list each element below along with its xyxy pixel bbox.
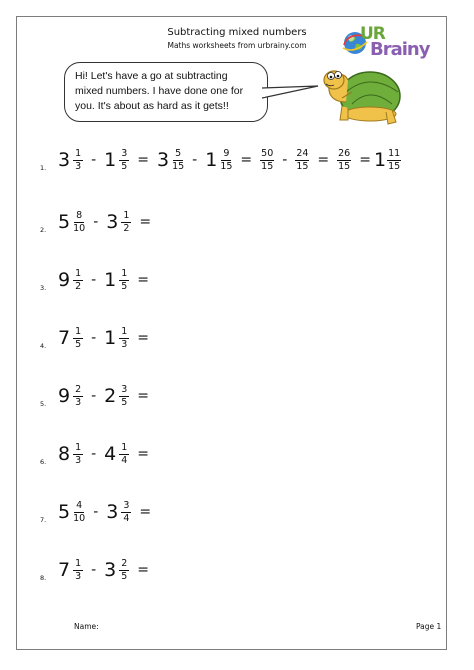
- mixed-number: [58, 385, 83, 408]
- denominator: 10: [73, 512, 86, 524]
- question-7: [40, 492, 159, 532]
- mixed-number: [104, 149, 129, 172]
- equals-sign: =: [137, 446, 149, 462]
- page-title: Subtracting mixed numbers: [167, 27, 307, 38]
- denominator: 3: [75, 570, 82, 582]
- numerator: 1: [121, 441, 128, 453]
- numerator: 24: [296, 147, 309, 159]
- whole-part: 9: [58, 385, 71, 407]
- minus-sign: -: [282, 152, 288, 168]
- mixed-number: [374, 149, 401, 172]
- mixed-number: [104, 327, 129, 350]
- question-number: 8.: [40, 574, 47, 582]
- fraction: [260, 149, 274, 172]
- page-number: Page 1: [416, 622, 442, 631]
- minus-sign: -: [91, 272, 97, 288]
- denominator: 5: [121, 280, 128, 292]
- whole-part: 1: [104, 149, 117, 171]
- fraction: [220, 149, 232, 172]
- equals-sign: =: [139, 504, 152, 520]
- denominator: 10: [73, 222, 86, 234]
- fraction: [119, 269, 129, 292]
- numerator: 1: [123, 209, 130, 221]
- fraction: [337, 149, 351, 172]
- denominator: 3: [75, 396, 82, 408]
- equals-sign: =: [137, 388, 149, 404]
- whole-part: 7: [58, 327, 71, 349]
- mixed-number: [58, 501, 85, 524]
- numerator: 2: [121, 557, 128, 569]
- numerator: 5: [175, 147, 182, 159]
- denominator: 15: [261, 160, 274, 172]
- question-5: [40, 376, 157, 416]
- fraction: [119, 559, 129, 582]
- logo-brainy-text: Brainy: [370, 39, 430, 60]
- question-number: 5.: [40, 400, 47, 408]
- question-number: 7.: [40, 516, 47, 524]
- whole-part: 2: [104, 385, 117, 407]
- fraction: [119, 327, 129, 350]
- speech-line-2: mixed numbers. I have done one for: [75, 85, 244, 97]
- denominator: 3: [75, 160, 82, 172]
- question-6: [40, 434, 157, 474]
- speech-line-3: you. It's about as hard as it gets!!: [75, 100, 229, 112]
- numerator: 4: [76, 499, 83, 511]
- fraction: [119, 385, 129, 408]
- turtle-icon: [312, 58, 408, 130]
- question-number: 3.: [40, 284, 47, 292]
- whole-part: 4: [104, 443, 117, 465]
- numerator: 1: [75, 441, 82, 453]
- fraction: [119, 443, 129, 466]
- question-1: [40, 140, 401, 180]
- minus-sign: -: [93, 504, 99, 520]
- mixed-number: [106, 211, 131, 234]
- numerator: 11: [388, 147, 401, 159]
- mixed-number: [58, 559, 83, 582]
- question-3: [40, 260, 157, 300]
- speech-bubble: [64, 62, 268, 122]
- fraction: [295, 149, 309, 172]
- equals-sign: =: [137, 330, 149, 346]
- whole-part: 3: [104, 559, 117, 581]
- page-subtitle: Maths worksheets from urbrainy.com: [167, 41, 307, 50]
- numerator: 3: [121, 383, 128, 395]
- denominator: 2: [123, 222, 130, 234]
- question-number: 1.: [40, 164, 47, 172]
- whole-part: 5: [58, 501, 71, 523]
- question-4: [40, 318, 157, 358]
- denominator: 15: [172, 160, 185, 172]
- equals-sign: =: [137, 152, 149, 168]
- fraction: [73, 149, 83, 172]
- whole-part: 3: [106, 211, 119, 233]
- equals-sign: =: [240, 152, 253, 168]
- fraction: [73, 559, 83, 582]
- minus-sign: -: [91, 152, 97, 168]
- question-2: [40, 202, 159, 242]
- fraction: [121, 501, 131, 524]
- whole-part: 1: [205, 149, 218, 171]
- numerator: 3: [121, 147, 128, 159]
- equals-sign: =: [359, 152, 371, 168]
- equals-sign: =: [317, 152, 330, 168]
- mixed-number: [58, 443, 83, 466]
- denominator: 4: [123, 512, 130, 524]
- numerator: 1: [75, 325, 82, 337]
- whole-part: 5: [58, 211, 71, 233]
- speech-line-1: Hi! Let's have a go at subtracting: [75, 70, 228, 82]
- fraction: [73, 501, 85, 524]
- numerator: 9: [223, 147, 230, 159]
- fraction: [121, 211, 131, 234]
- denominator: 5: [75, 338, 82, 350]
- denominator: 4: [121, 454, 128, 466]
- whole-part: 9: [58, 269, 71, 291]
- logo-ur-text: UR: [360, 24, 385, 44]
- minus-sign: -: [91, 446, 97, 462]
- denominator: 15: [388, 160, 401, 172]
- whole-part: 3: [58, 149, 71, 171]
- denominator: 15: [296, 160, 309, 172]
- whole-part: 3: [106, 501, 119, 523]
- whole-part: 8: [58, 443, 71, 465]
- whole-part: 3: [156, 149, 170, 171]
- minus-sign: -: [91, 330, 97, 346]
- denominator: 2: [75, 280, 82, 292]
- fraction: [119, 149, 129, 172]
- numerator: 1: [75, 267, 82, 279]
- minus-sign: -: [91, 562, 97, 578]
- minus-sign: -: [93, 214, 99, 230]
- denominator: 5: [121, 396, 128, 408]
- denominator: 3: [121, 338, 128, 350]
- numerator: 8: [76, 209, 83, 221]
- fraction: [73, 385, 83, 408]
- question-number: 4.: [40, 342, 47, 350]
- numerator: 26: [338, 147, 351, 159]
- question-number: 2.: [40, 226, 47, 234]
- numerator: 1: [75, 147, 82, 159]
- denominator: 5: [121, 160, 128, 172]
- mixed-number: [58, 269, 83, 292]
- numerator: 50: [261, 147, 274, 159]
- mixed-number: [157, 149, 184, 172]
- whole-part: 1: [104, 269, 117, 291]
- mixed-number: [104, 269, 129, 292]
- equals-sign: =: [139, 214, 152, 230]
- equals-sign: =: [137, 272, 149, 288]
- numerator: 3: [123, 499, 130, 511]
- numerator: 1: [121, 325, 128, 337]
- minus-sign: -: [91, 388, 97, 404]
- whole-part: 7: [58, 559, 71, 581]
- denominator: 5: [121, 570, 128, 582]
- mixed-number: [104, 385, 129, 408]
- denominator: 3: [75, 454, 82, 466]
- fraction: [172, 149, 184, 172]
- name-label: Name:: [74, 622, 99, 631]
- minus-sign: -: [192, 152, 198, 168]
- numerator: 2: [75, 383, 82, 395]
- mixed-number: [58, 211, 85, 234]
- denominator: 15: [338, 160, 351, 172]
- numerator: 1: [121, 267, 128, 279]
- fraction: [73, 269, 83, 292]
- fraction: [73, 327, 83, 350]
- mixed-number: [104, 559, 129, 582]
- whole-part: 1: [104, 327, 117, 349]
- mixed-number: [104, 443, 129, 466]
- mixed-number: [58, 327, 83, 350]
- equals-sign: =: [137, 562, 149, 578]
- denominator: 15: [220, 160, 233, 172]
- fraction: [73, 211, 85, 234]
- mixed-number: [58, 149, 83, 172]
- whole-part: 1: [373, 149, 387, 171]
- fraction: [387, 149, 401, 172]
- numerator: 1: [75, 557, 82, 569]
- mixed-number: [106, 501, 131, 524]
- mixed-number: [205, 149, 232, 172]
- fraction: [73, 443, 83, 466]
- question-8: [40, 550, 157, 590]
- question-number: 6.: [40, 458, 47, 466]
